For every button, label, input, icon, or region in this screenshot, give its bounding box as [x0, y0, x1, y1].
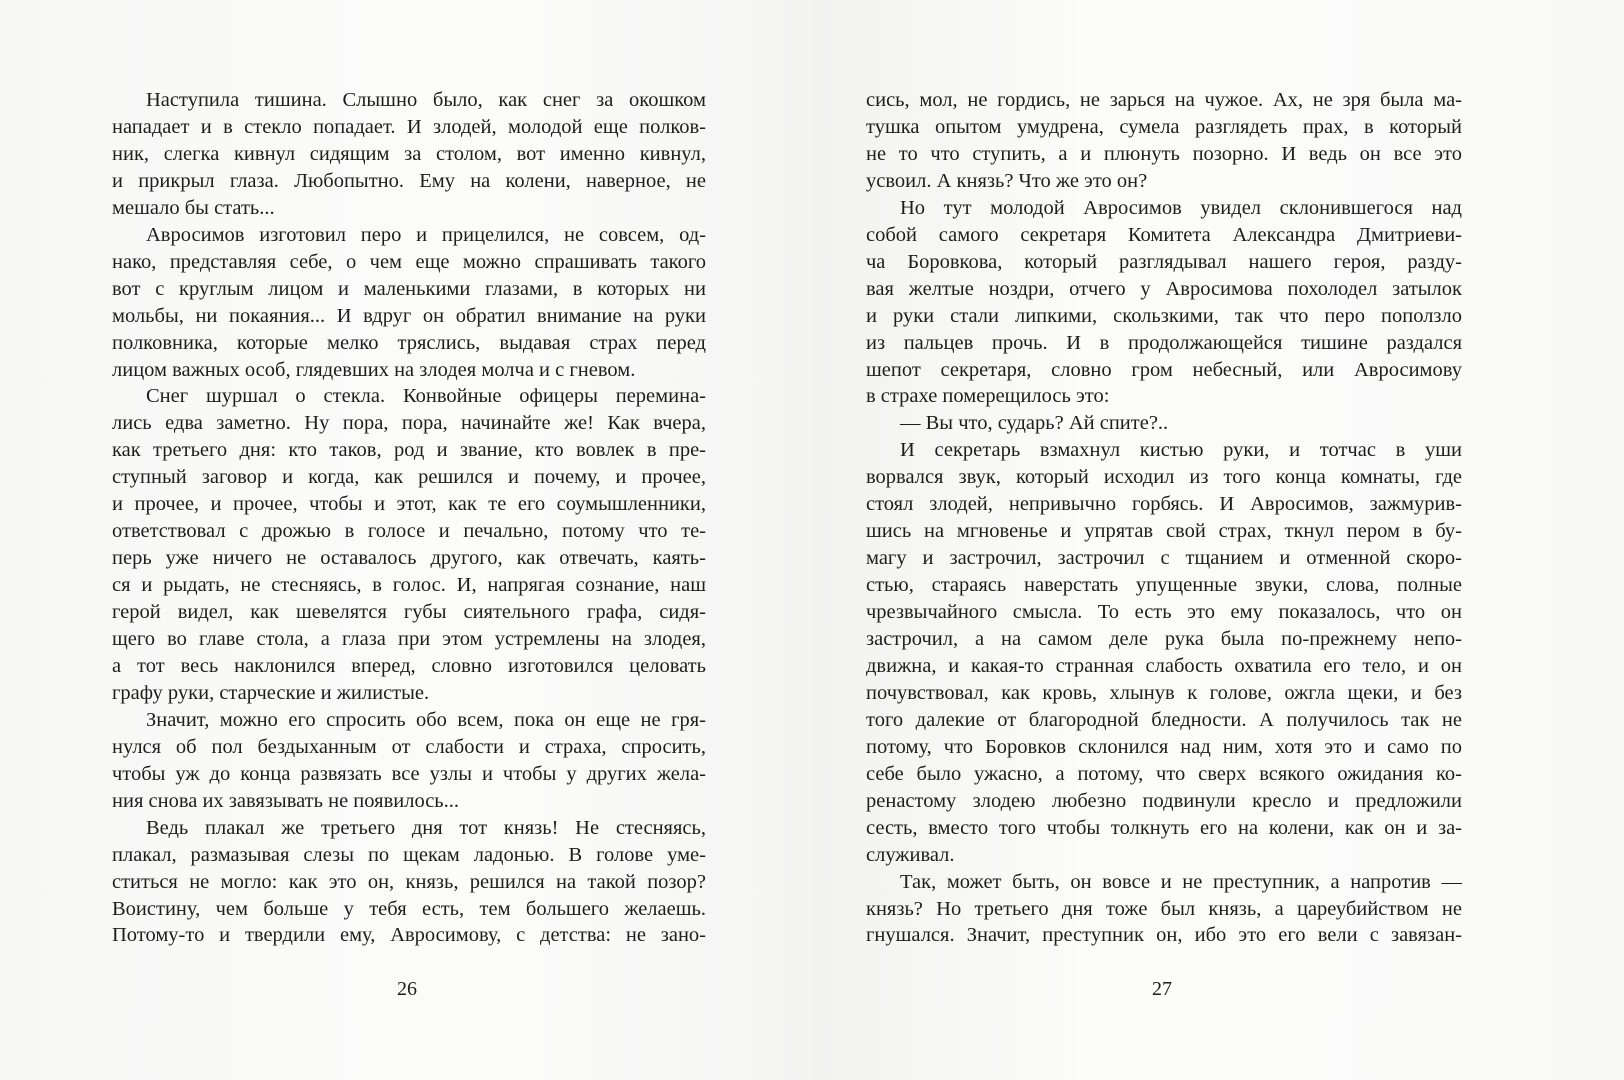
- text-line: а тот весь наклонился вперед, словно изготовился целовать: [112, 654, 706, 677]
- text-line: и прочее, и прочее, чтобы и этот, как те его соумышленники,: [112, 493, 706, 516]
- text-line: Авросимов изготовил перо и прицелился, не совсем, од-: [146, 223, 706, 246]
- text-line: Снег шуршал о стекла. Конвойные офицеры перемина-: [146, 385, 706, 408]
- text-line: вот с круглым лицом и маленькими глазами, в которых ни: [112, 277, 706, 300]
- text-line: — Вы что, сударь? Ай спите?..: [900, 412, 1169, 435]
- text-line: щего во главе стола, а глаза при этом устремлены на злодея,: [112, 628, 706, 650]
- text-line: мешало бы стать...: [112, 196, 275, 219]
- text-line: застрочил, а на самом деле рука была по-прежнему непо-: [866, 628, 1462, 650]
- text-line: ния снова их завязывать не появилось...: [112, 789, 460, 812]
- text-line: магу и застрочил, застрочил с тщанием и отменной скоро-: [866, 547, 1462, 570]
- text-line: перь уже ничего не оставалось другого, как отвечать, каять-: [112, 547, 706, 570]
- page-number: 26: [397, 978, 417, 1000]
- text-line: графу руки, старческие и жилистые.: [112, 681, 430, 704]
- text-line: лицом важных особ, глядевших на злодея молча и с гневом.: [112, 358, 636, 381]
- text-line: потому, что Боровков склонился над ним, хотя это и само по: [866, 735, 1462, 758]
- text-line: усвоил. А князь? Что же это он?: [866, 169, 1148, 192]
- text-line: ответствовал с дрожью в голосе и печально, потому что те-: [112, 520, 706, 543]
- text-line: служивал.: [866, 843, 955, 866]
- text-line: движна, и какая-то странная слабость охватила его тело, и он: [866, 654, 1462, 677]
- text-line: из пальцев прочь. И в продолжающейся тишине раздался: [866, 331, 1462, 354]
- text-line: нулся об пол бездыханным от слабости и страха, спросить,: [112, 735, 706, 758]
- text-line: ститься не могло: как это он, князь, решился на такой позор?: [112, 870, 706, 893]
- text-line: и руки стали липкими, скользкими, так что перо поползло: [866, 304, 1462, 327]
- text-line: ступный заговор и когда, как решился и почему, и прочее,: [112, 466, 706, 489]
- text-line: ча Боровкова, который разглядывал нашего героя, разду-: [866, 250, 1462, 273]
- text-line: князь? Но третьего дня тоже был князь, а цареубийством не: [866, 897, 1462, 920]
- text-line: стью, стараясь наверстать упущенные звуки, слова, полные: [866, 574, 1462, 597]
- text-line: того далекие от благородной бледности. А получилось так не: [866, 708, 1462, 731]
- text-line: Наступила тишина. Слышно было, как снег за окошком: [146, 89, 706, 111]
- text-line: полковника, которые мелко тряслись, выдавая страх перед: [112, 331, 706, 354]
- text-line: вая желтые ноздри, отчего у Авросимова похолодел затылок: [866, 277, 1462, 300]
- text-line: Воистину, чем больше у тебя есть, тем большего желаешь.: [112, 897, 706, 920]
- text-line: Ведь плакал же третьего дня тот князь! Не стесняясь,: [146, 816, 706, 839]
- text-line: нападает и в стекло попадает. И злодей, молодой еще полков-: [112, 115, 706, 138]
- text-line: сись, мол, не гордись, не зарься на чужое. Ах, не зря была ма-: [866, 89, 1462, 111]
- text-line: мольбы, ни покаяния... И вдруг он обратил внимание на руки: [112, 304, 706, 327]
- text-line: ся и рыдать, не стесняясь, в голос. И, напрягая сознание, наш: [112, 574, 706, 597]
- text-line: герой видел, как шевелятся губы сиятельного графа, сидя-: [112, 601, 706, 624]
- text-line: собой самого секретаря Комитета Александра Дмитриеви-: [866, 223, 1462, 246]
- text-line: шись на мгновенье и упрятав свой страх, ткнул пером в бу-: [866, 520, 1462, 543]
- text-line: почувствовал, как кровь, хлынув к голове, ожгла щеки, и без: [866, 681, 1462, 704]
- text-line: сесть, вместо того чтобы толкнуть его на колени, как он и за-: [866, 816, 1462, 839]
- text-line: ник, слегка кивнул сидящим за столом, вот именно кивнул,: [112, 142, 706, 165]
- text-line: чрезвычайного смысла. То есть это ему показалось, что он: [866, 601, 1462, 624]
- text-line: ворвался звук, который исходил из того конца комнаты, где: [866, 466, 1462, 489]
- text-line: Значит, можно его спросить обо всем, пока он еще не гря-: [146, 708, 706, 731]
- text-line: Так, может быть, он вовсе и не преступник, а напротив —: [900, 870, 1462, 893]
- text-line: плакал, размазывая слезы по щекам ладонью. В голове уме-: [112, 843, 706, 866]
- text-line: как третьего дня: кто таков, род и звание, кто вовлек в пре-: [112, 439, 706, 462]
- text-line: нако, представляя себе, о чем еще можно спрашивать такого: [112, 250, 706, 273]
- page-number: 27: [1152, 978, 1172, 1000]
- text-line: И секретарь взмахнул кистью руки, и тотчас в уши: [900, 439, 1462, 462]
- text-line: и прикрыл глаза. Любопытно. Ему на колени, наверное, не: [112, 169, 706, 192]
- right-page: [812, 0, 1624, 1080]
- text-line: шепот секретаря, словно гром небесный, или Авросимову: [866, 358, 1462, 381]
- text-line: ренастому злодею любезно подвинули кресло и предложили: [866, 789, 1462, 812]
- text-line: не то что ступить, а и плюнуть позорно. И ведь он все это: [866, 142, 1462, 165]
- text-line: гнушался. Значит, преступник он, ибо это его вели с завязан-: [866, 924, 1462, 947]
- text-line: себе было ужасно, а потому, что сверх всякого ожидания ко-: [866, 762, 1462, 785]
- text-line: Потому-то и твердили ему, Авросимову, с детства: не зано-: [112, 924, 706, 947]
- text-line: тушка опытом умудрена, сумела разглядеть прах, в который: [866, 115, 1462, 138]
- text-line: стоял злодей, непривычно горбясь. И Авросимов, зажмурив-: [866, 493, 1462, 516]
- text-line: Но тут молодой Авросимов увидел склонившегося над: [900, 196, 1462, 219]
- text-line: в страхе померещилось это:: [866, 385, 1110, 408]
- text-line: лись едва заметно. Ну пора, пора, начинайте же! Как вчера,: [112, 412, 706, 435]
- text-line: чтобы уж до конца развязать все узлы и чтобы у других жела-: [112, 762, 706, 785]
